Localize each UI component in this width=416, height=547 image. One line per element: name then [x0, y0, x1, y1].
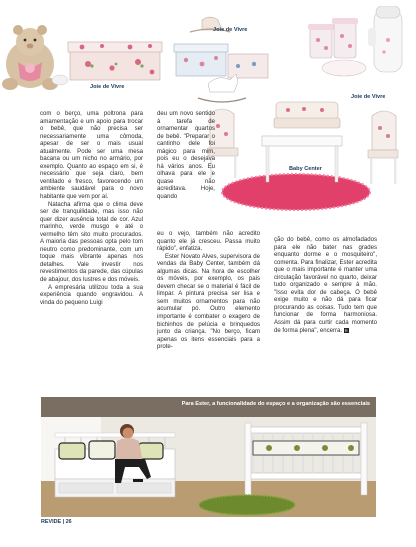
page-footer: [41, 519, 72, 525]
page-number: 26: [65, 519, 72, 525]
paragraph-text: ção do bebê, como os almofadados para ele não bater nas grades enquanto dorme e o mosquiteiro", comenta. Para finalizar, Ester acredita que o mais importante é manter uma circulação favorável no quarto, deixar tudo organizado e sempre à mão. "Isso evita dor de cabeça. O bebê exige muito e não dá para ficar procurando as coisas. Tudo tem que funcionar de forma harmoniosa. Assim dá para curtir cada momento de forma plena", encerra.: [274, 237, 377, 334]
paragraph: Natacha afirma que o clima deve ser de tranquilidade, mas isso não quer dizer ausência total de cor. Azul marinho, verde musgo e até o vermelho têm sito muito procurados. A maioria das pessoas opta pelo tom neutro como predominante, com um toque mais vibrante apenas nos detalhes. Vale investir nos revestimentos da parede, das cúpulas de abajour, dos lustres e dos móveis.: [40, 201, 143, 284]
photo-teddy-bear-box: [0, 20, 165, 100]
text-column-2-continued: [157, 231, 260, 352]
end-of-article-mark: R: [344, 327, 348, 333]
paragraph: eu o vejo, também não acredito quanto ele já cresceu. Passa muito rápido", enfatiza.: [157, 231, 260, 253]
paragraph: [274, 237, 377, 335]
paragraph: A empresária utilizou toda a sua experiência quando engravidou. A vinda do pequeno Luigi: [40, 284, 143, 306]
paragraph: Ester Novato Alves, supervisora de vendas da Baby Center, também dá algumas dicas. Na hora de escolher os móveis, por exemplo, os pais devem checar se o material é fácil de limpar. A pintura precisa ser lisa e sem muitos ornamentos para não acumular pó. Outro elemento importante é combater o exagero de bichinhos de pelúcia e brinquedos junto da criança. "No berço, ficam apenas os itens essenciais para a prote-: [157, 253, 260, 351]
text-column-3: [274, 237, 377, 335]
photo-kids-furniture: [196, 94, 414, 224]
caption-joie-de-vivre-left: Joie de Vivre: [90, 84, 125, 90]
magazine-name: REVIDE: [41, 519, 62, 525]
text-column-1: [40, 111, 143, 307]
photo-nursery-ester: [41, 397, 376, 517]
text-column-2: [157, 111, 215, 202]
caption-joie-de-vivre-right: Joie de Vivre: [351, 94, 386, 100]
caption-baby-center: Baby Center: [289, 166, 322, 172]
paragraph: deu um novo sentido à tarefa de ornamentar quartos de bebê. "Preparar o cantinho dele foi mágico para mim, pois eu o desejava há vários anos. Eu olhava para ele e quase não acreditava. Hoje, quando: [157, 111, 215, 201]
caption-bottom-photo: Para Ester, a funcionalidade do espaço e a organização são essenciais: [181, 401, 370, 407]
caption-joie-de-vivre-middle: Joie de Vivre: [213, 27, 248, 33]
paragraph: com o berço, uma poltrona para amamentação e um apoio para trocar o bebê, que não precisa ser necessariamente uma cômoda, apesar de ser o mais usual atualmente. Pode ser uma mesa bacana ou um nicho no armário, por exemplo. Quanto ao espaço em si, é necessário que seja claro, bem ventilado e fresco, favorecendo um ambiente saudável para o novo habitante que vem por aí.: [40, 111, 143, 201]
footer-separator: |: [62, 519, 65, 525]
photo-jars-thermos: [302, 6, 414, 92]
